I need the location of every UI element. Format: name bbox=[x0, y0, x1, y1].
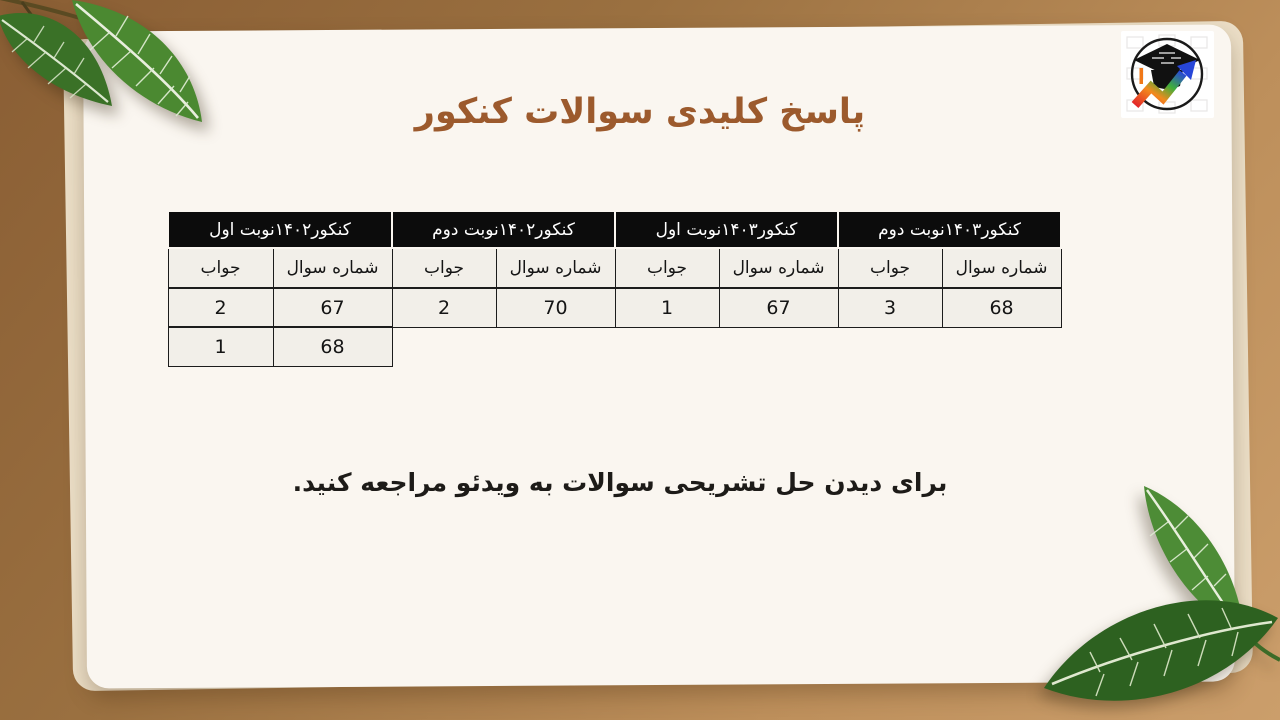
table-row-values-extra bbox=[168, 327, 1061, 367]
question-number-cell: 68 bbox=[942, 288, 1061, 327]
page-title: پاسخ کلیدی سوالات کنکور bbox=[414, 92, 866, 132]
question-number-header: شماره سوال bbox=[273, 248, 392, 288]
answer-cell: 2 bbox=[392, 288, 496, 327]
exam-group-header: کنکور۱۴۰۳نوبت دوم bbox=[838, 211, 1061, 248]
video-reference-note: برای دیدن حل تشریحی سوالات به ویدئو مراجعه کنید. bbox=[292, 468, 948, 497]
leaves-top-left bbox=[0, 0, 339, 159]
question-number-header: شماره سوال bbox=[496, 248, 615, 288]
answer-header: جواب bbox=[838, 248, 942, 288]
answer-cell: 3 bbox=[838, 288, 942, 327]
question-number-cell: 67 bbox=[273, 288, 392, 327]
answer-header: جواب bbox=[392, 248, 496, 288]
leaf-icon bbox=[1044, 600, 1278, 701]
question-number-header: شماره سوال bbox=[719, 248, 838, 288]
answer-cell: 2 bbox=[168, 288, 273, 327]
answer-header: جواب bbox=[168, 248, 273, 288]
graduation-growth-logo bbox=[1121, 31, 1214, 118]
answer-cell: 1 bbox=[615, 288, 719, 327]
table-row-sub-headers bbox=[168, 248, 1061, 288]
answer-header: جواب bbox=[615, 248, 719, 288]
question-number-cell: 67 bbox=[719, 288, 838, 327]
exam-group-header: کنکور۱۴۰۳نوبت اول bbox=[615, 211, 838, 248]
answer-key-table bbox=[167, 210, 1062, 367]
answer-cell: 1 bbox=[168, 327, 273, 367]
question-number-cell: 68 bbox=[273, 327, 392, 367]
question-number-header: شماره سوال bbox=[942, 248, 1061, 288]
table-row-values bbox=[168, 288, 1061, 327]
exam-group-header: کنکور۱۴۰۲نوبت دوم bbox=[392, 211, 615, 248]
orange-bar bbox=[1140, 68, 1144, 84]
answer-key-table-wrap bbox=[167, 210, 1060, 367]
table-row-exam-headers bbox=[168, 211, 1061, 248]
question-number-cell: 70 bbox=[496, 288, 615, 327]
exam-group-header: کنکور۱۴۰۲نوبت اول bbox=[168, 211, 392, 248]
empty-cell bbox=[392, 327, 1061, 367]
leaves-bottom-right bbox=[1032, 482, 1280, 720]
